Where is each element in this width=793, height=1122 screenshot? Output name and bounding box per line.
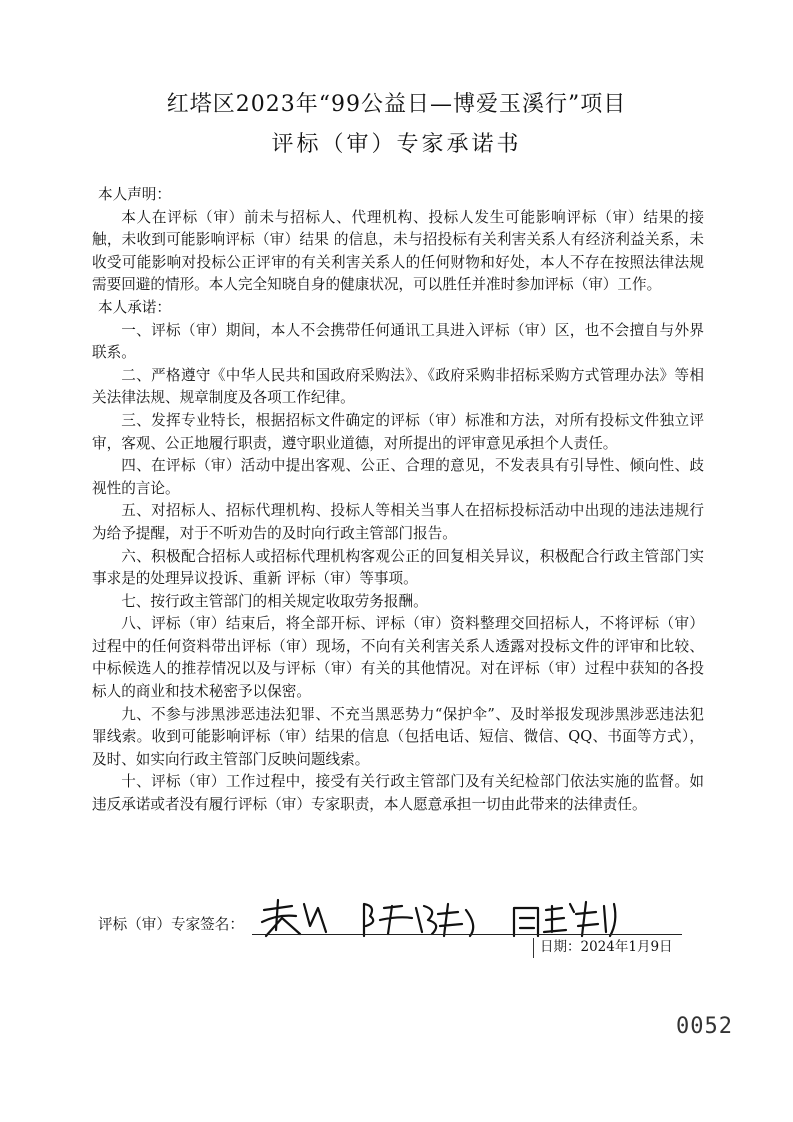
commitment-item-8: 八、评标（审）结束后，将全部开标、评标（审）资料整理交回招标人，不将评标（审）过程中的任何资料带出评标（审）现场，不向有关利害关系人透露对投标文件的评审和比较、中标候选人的推荐情况以及与评标（审）有关的其他情况。对在评标（审）过程中获知的各投标人的商业和技术秘密予以保密。 [92,615,704,701]
commitment-item-3: 三、发挥专业特长，根据招标文件确定的评标（审）标准和方法，对所有投标文件独立评审，客观、公正地履行职责，遵守职业道德，对所提出的评审意见承担个人责任。 [92,411,704,452]
commitment-item-2: 二、严格遵守《中华人民共和国政府采购法》、《政府采购非招标采购方式管理办法》等相关法律法规、规章制度及各项工作纪律。 [92,366,704,407]
page-number: 0052 [676,1014,733,1039]
commitment-item-9: 九、不参与涉黑涉恶违法犯罪、不充当黑恶势力“保护伞”、及时举报发现涉黑涉恶违法犯罪线索。收到可能影响评标（审）结果的信息（包括电话、短信、微信、QQ、书面等方式），及时、如实向行政主管部门反映问题线索。 [92,705,704,768]
document-body [92,184,704,817]
commitment-item-1: 一、评标（审）期间，本人不会携带任何通讯工具进入评标（审）区，也不会擅自与外界联系。 [92,321,704,362]
declaration-paragraph: 本人在评标（审）前未与招标人、代理机构、投标人发生可能影响评标（审）结果的接触，未收到可能影响评标（审）结果 的信息，未与招投标有关利害关系人有经济利益关系，未收受可能影响对投标公正评审的有关利害关系人的任何财物和好处，本人不存在按照法律法规需要回避的情形。本人完全知晓自身的健康状况，可以胜任并准时参加评标（审）工作。 [92,208,704,294]
document-title-line1: 红塔区2023年“99公益日—博爱玉溪行”项目 [166,92,627,117]
commitment-item-10: 十、评标（审）工作过程中，接受有关行政主管部门及有关纪检部门依法实施的监督。如违反承诺或者没有履行评标（审）专家职责，本人愿意承担一切由此带来的法律责任。 [92,773,704,814]
commitment-heading: 本人承诺： [98,298,171,316]
commitment-item-4: 四、在评标（审）活动中提出客观、公正、合理的意见，不发表具有引导性、倾向性、歧视性的言论。 [92,457,704,497]
commitment-item-6: 六、积极配合招标人或招标代理机构客观公正的回复相关异议，积极配合行政主管部门实事求是的处理异议投诉、重新 评标（审）等事项。 [92,547,704,588]
declaration-heading: 本人声明： [98,186,171,203]
signature-label: 评标（审）专家签名： [98,916,244,933]
commitment-item-5: 五、对招标人、招标代理机构、投标人等相关当事人在招标投标活动中出现的违法违规行为给予提醒，对于不听劝告的及时向行政主管部门报告。 [92,502,704,542]
date-separator [533,938,534,958]
commitment-item-7: 七、按行政主管部门的相关规定收取劳务报酬。 [121,592,428,610]
signature-underline [252,934,682,935]
signing-date: 日期：2024年1月9日 [540,939,673,955]
document-title-line2: 评标（审）专家承诺书 [271,132,522,157]
